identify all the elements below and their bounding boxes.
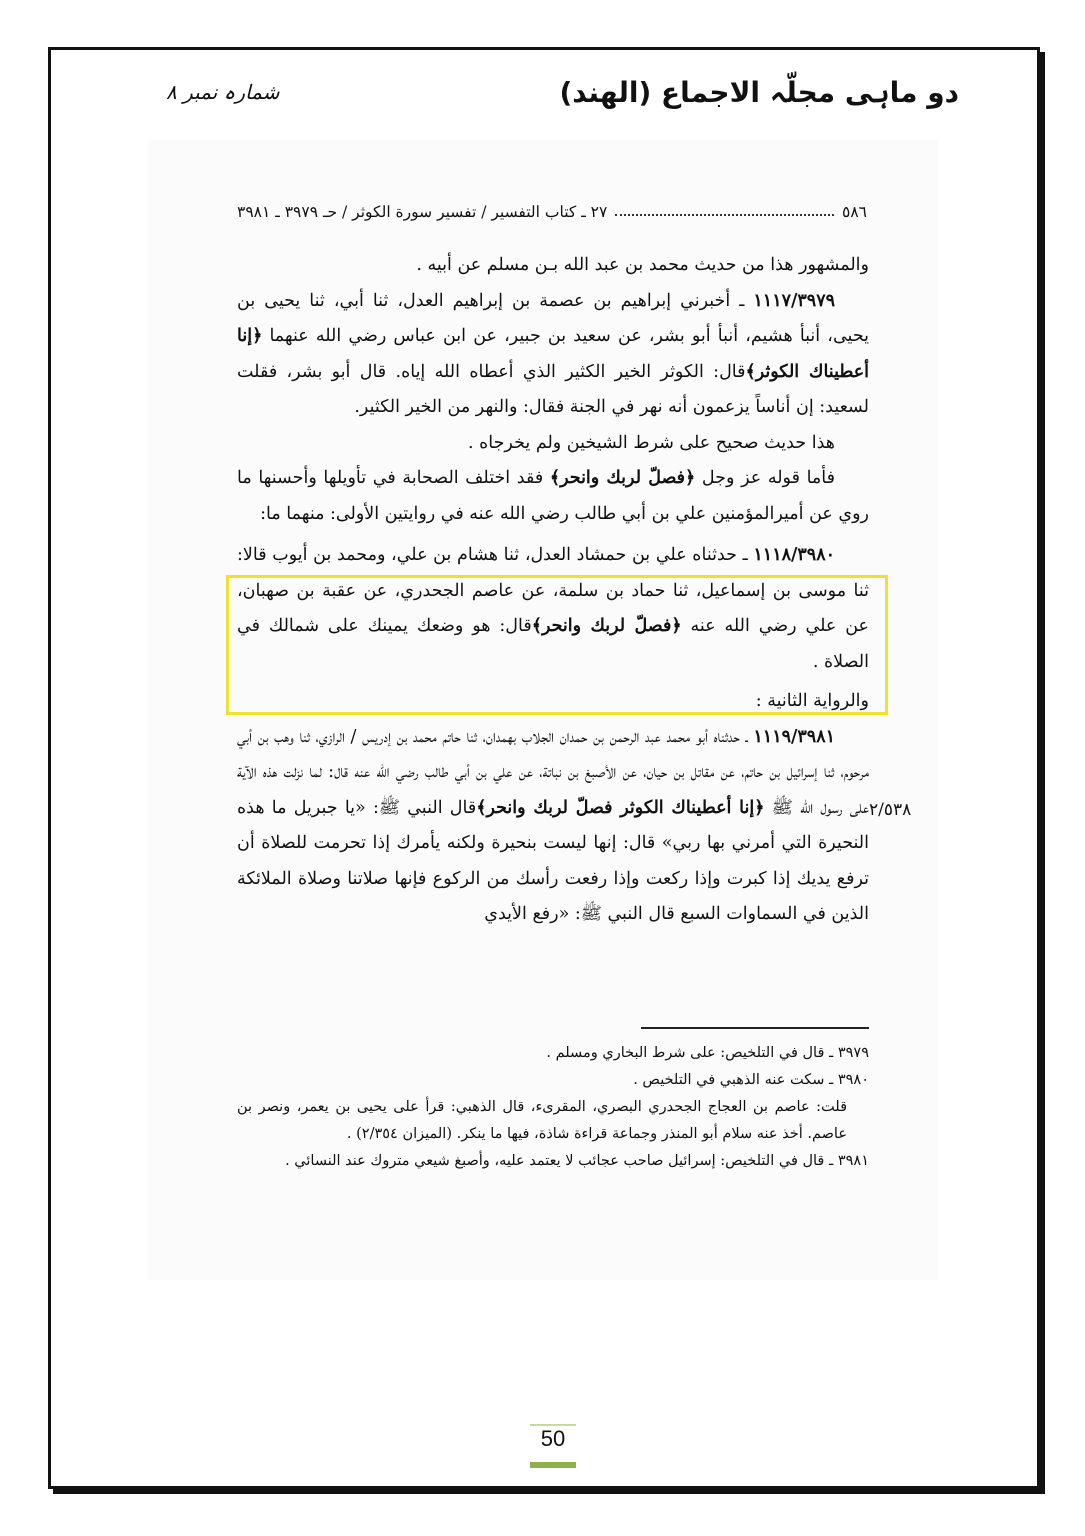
footnote-3981: ٣٩٨١ ـ قال في التلخيص: إسرائيل صاحب عجائب لا يعتمد عليه، وأصبغ شيعي متروك عند النسائي . [285,1153,869,1169]
running-head [237,203,867,221]
highlight-box [226,575,888,715]
leader-dots [615,203,834,216]
issue-number: شمارہ نمبر ۸ [166,80,280,104]
footnote-divider [641,1027,869,1029]
authentication-note: هذا حديث صحيح على شرط الشيخين ولم يخرجاه . [467,432,835,453]
page-number-underline [530,1462,576,1468]
hadith-3979: ١١١٧/٣٩٧٩ ـ أخبرني إبراهيم بن عصمة بن إبراهيم العدل، ثنا أبي، ثنا يحيى بن يحيى، أنبأ هشيم، أنبأ أبو بشر، عن سعيد بن جبير، عن ابن عباس رضي الله عنهما ﴿إنا أعطيناك الكوثر﴾قال: الكوثر الخير الكثير الذي أعطاه الله إياه. قال أبو بشر، فقلت لسعيد: إن أناساً يزعمون أنه نهر في الجنة فقال: والنهر من الخير الكثير. [237,290,870,417]
footnote-3980: ٣٩٨٠ ـ سكت عنه الذهبي في التلخيص . [633,1072,869,1088]
commentary-paragraph: فأما قوله عز وجل ﴿فصلّ لربك وانحر﴾ فقد اختلف الصحابة في تأويلها وأحسنها ما روي عن أميرالمؤمنين علي بن أبي طالب رضي الله عنه في روايتين الأولى: منهما ما: [237,468,869,524]
footnote-3980-note: قلت: عاصم بن العجاج الجحدري البصري، المقرىء، قال الذهبي: قرأ على يحيى بن يعمر، ونصر بن عاصم. أخذ عنه سلام أبو المنذر وجماعة قراءة شاذة، فيها ما ينكر. (الميزان ٢/٣٥٤) . [237,1099,847,1142]
hadith-3981: ١١١٩/٣٩٨١ ـ حدثناه أبو محمد عبد الرحمن بن حمدان الجلاب بهمدان، ثنا حاتم محمد بن إدريس / الرازي، ثنا وهب بن أبي مرحوم، ثنا إسرائيل بن حاتم، عن مقاتل بن حيان، عن الأصبغ بن نباتة، عن علي بن أبي طالب رضي الله عنه قال: لما نزلت هذه الآية على رسول الله ﷺ ﴿إنا أعطيناك الكوثر فصلّ لربك وانحر﴾قال النبي ﷺ: «يا جبريل ما هذه النحيرة التي أمرني بها ربي» قال: إنها ليست بنحيرة ولكنه يأمرك إذا تحرمت للصلاة أن ترفع يديك إذا كبرت وإذا ركعت وإذا رفعت رأسك من الركوع فإنها صلاتنا وصلاة الملائكة الذين في السماوات السبع قال النبي ﷺ: «رفع الأيدي [237,726,869,924]
chapter-reference: ٢٧ ـ كتاب التفسير / تفسير سورة الكوثر / حـ ٣٩٧٩ ـ ٣٩٨١ [237,203,608,221]
paragraph-intro: والمشهور هذا من حديث محمد بن عبد الله بـن مسلم عن أبيه . [416,255,869,275]
hadith-3980: ١١١٨/٣٩٨٠ ـ حدثناه علي بن حمشاد العدل، ثنا هشام بن علي، ومحمد بن أيوب قالا: ثنا موسى بن إسماعيل، ثنا حماد بن سلمة، عن عاصم الجحدري، عن عقبة بن صهبان، عن علي رضي الله عنه ﴿فصلّ لربك وانحر﴾قال: هو وضعك يمينك على شمالك في الصلاة . [237,545,869,672]
journal-title: دو ماہی مجلّہ الاجماع (الھند) [559,76,959,109]
footnotes [237,1040,869,1175]
book-page-reference: ٥٨٦ [842,203,867,221]
second-narration-label: والرواية الثانية : [755,691,869,711]
margin-volume-page: ٢/٥٣٨ [869,800,912,820]
page-number: 50 [540,1426,566,1451]
footnote-3979: ٣٩٧٩ ـ قال في التلخيص: على شرط البخاري ومسلم . [546,1045,869,1061]
